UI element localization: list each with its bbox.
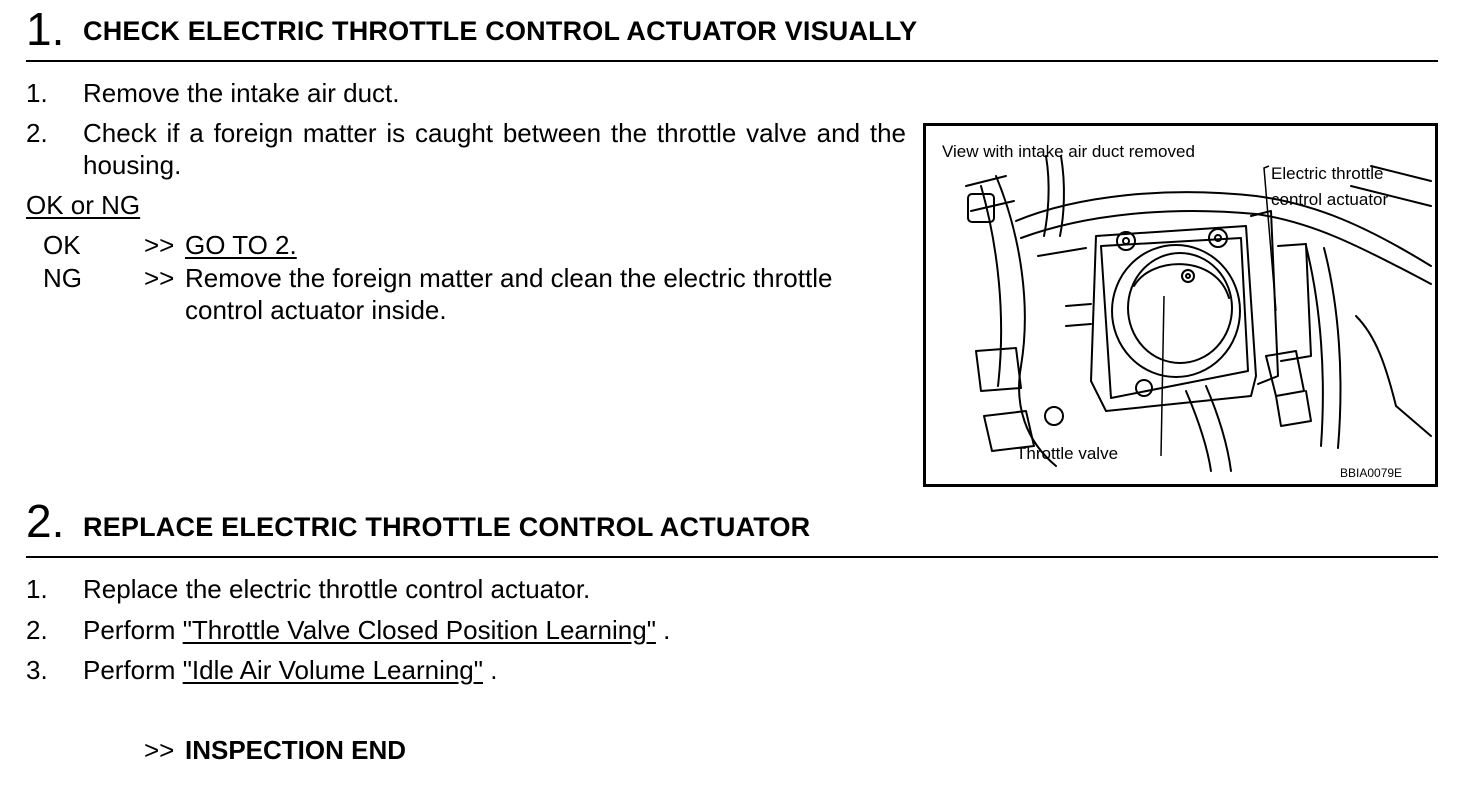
step-2-item-1-num: 1.	[26, 574, 48, 604]
step-1-item-1-num: 1.	[26, 78, 48, 108]
step-2-item-2-suffix: .	[655, 615, 671, 645]
result-ng-code: NG	[43, 263, 82, 293]
step-1-title: CHECK ELECTRIC THROTTLE CONTROL ACTUATOR VISUALLY	[83, 16, 918, 46]
step-2-rule	[26, 556, 1438, 558]
figure-caption: View with intake air duct removed	[942, 142, 1195, 161]
inspection-end-text: INSPECTION END	[185, 735, 407, 765]
step-1-item-2-num: 2.	[26, 118, 48, 148]
figure-label-throttle-valve: Throttle valve	[1016, 444, 1119, 463]
idle-air-volume-learning-link[interactable]: "Idle Air Volume Learning"	[182, 655, 483, 685]
throttle-valve-closed-position-learning-link[interactable]: "Throttle Valve Closed Position Learning"	[182, 615, 656, 645]
step-1-number: 1.	[26, 3, 65, 55]
step-2-item-1-text: Replace the electric throttle control actuator.	[83, 574, 591, 604]
step-2-item-3-suffix: .	[483, 655, 498, 685]
result-ng-arrow: >>	[144, 263, 175, 293]
step-2-item-3-num: 3.	[26, 655, 48, 685]
go-to-2-link[interactable]: GO TO 2.	[185, 230, 297, 260]
step-2-item-2-prefix: Perform	[83, 615, 183, 645]
step-2-title: REPLACE ELECTRIC THROTTLE CONTROL ACTUATOR	[83, 512, 811, 542]
step-1-item-1-text: Remove the intake air duct.	[83, 78, 400, 108]
step-2-item-3-line	[83, 654, 497, 686]
step-1-item-2-text: Check if a foreign matter is caught between the throttle valve and the housing.	[83, 118, 906, 180]
result-ng-action: Remove the foreign matter and clean the electric throttle control actuator inside.	[185, 263, 833, 325]
step-2-item-2-num: 2.	[26, 615, 48, 645]
ok-ng-heading: OK or NG	[26, 190, 141, 220]
result-ok-code: OK	[43, 230, 81, 260]
figure-label-actuator-line1: Electric throttle	[1271, 164, 1384, 183]
step-2-item-3-prefix: Perform	[83, 655, 183, 685]
step-2-item-2-line	[83, 614, 670, 646]
step-2-number: 2.	[26, 495, 65, 547]
step-1-rule	[26, 60, 1438, 62]
result-ok-arrow: >>	[144, 230, 175, 260]
throttle-figure	[923, 123, 1438, 487]
figure-label-actuator-line2: control actuator	[1271, 190, 1389, 209]
figure-id: BBIA0079E	[1340, 466, 1403, 480]
inspection-end-arrow: >>	[144, 735, 175, 765]
